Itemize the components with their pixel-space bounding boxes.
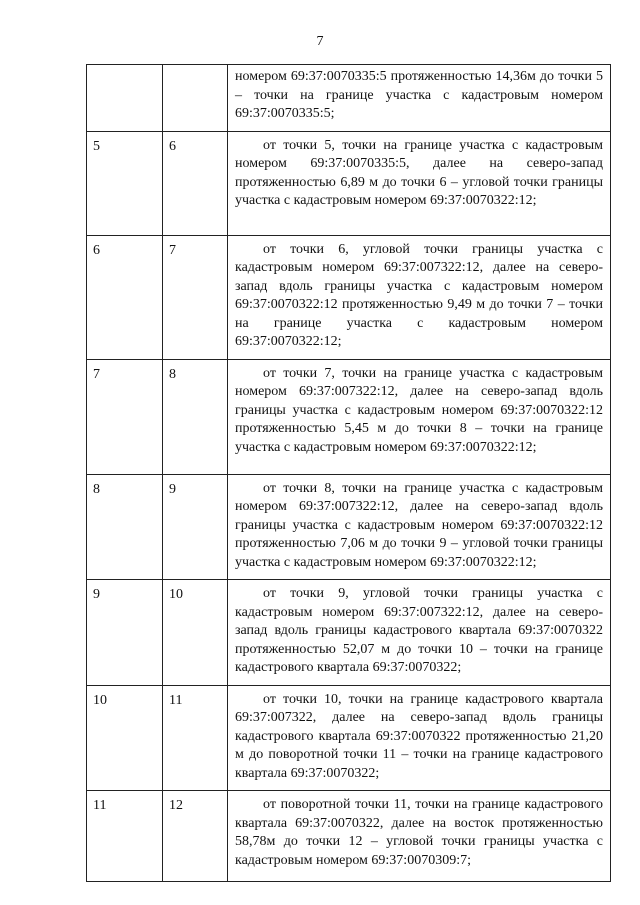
- from-point-cell: 11: [87, 791, 163, 882]
- segment-description-cell: [228, 791, 611, 882]
- segment-description-cell: [228, 685, 611, 791]
- to-point-cell: 10: [163, 580, 228, 686]
- segment-description-cell: [228, 359, 611, 474]
- page-number: 7: [316, 34, 324, 49]
- boundary-description-table: [86, 64, 611, 882]
- table-row: [87, 65, 611, 132]
- segment-description-text: от точки 9, угловой точки границы участка с кадастровым номером 69:37:007322:12, далее на северо-запад вдоль границы кадастрового квартала 69:37:0070322 протяженностью 52,07 м до точки 10 – точки на границе кадастрового квартала 69:37:0070322;: [235, 586, 603, 675]
- from-point-cell: 9: [87, 580, 163, 686]
- from-point-cell: 7: [87, 359, 163, 474]
- table-row: [87, 685, 611, 791]
- segment-description-text: от точки 10, точки на границе кадастрового квартала 69:37:007322, далее на северо-запад вдоль границы кадастрового квартала 69:37:0070322 протяженностью 21,20 м до поворотной точки 11 – точки на границе кадастрового квартала 69:37:0070322;: [235, 691, 603, 781]
- segment-description-text: от точки 8, точки на границе участка с кадастровым номером 69:37:007322:12, далее на северо-запад вдоль границы участка с кадастровым номером 69:37:0070322:12 протяженностью 7,06 м до точки 9 – угловой точки границы участка с кадастровым номером 69:37:0070322:12;: [235, 480, 603, 570]
- to-point-cell: 8: [163, 359, 228, 474]
- table-row: [87, 359, 611, 474]
- table-row: [87, 131, 611, 235]
- from-point-cell: 5: [87, 131, 163, 235]
- table-row: [87, 791, 611, 882]
- table-row: [87, 235, 611, 359]
- segment-description-cell: [228, 131, 611, 235]
- to-point-cell: 6: [163, 131, 228, 235]
- to-point-cell: [163, 65, 228, 132]
- segment-description-text: от точки 5, точки на границе участка с кадастровым номером 69:37:0070335:5, далее на северо-запад протяженностью 6,89 м до точки 6 – угловой точки границы участка с кадастровым номером 69:37:0070322:12;: [235, 137, 603, 208]
- to-point-cell: 9: [163, 474, 228, 580]
- segment-description-cell: [228, 580, 611, 686]
- segment-description-cell: [228, 474, 611, 580]
- to-point-cell: 7: [163, 235, 228, 359]
- segment-description-cell: [228, 235, 611, 359]
- to-point-cell: 11: [163, 685, 228, 791]
- from-point-cell: 10: [87, 685, 163, 791]
- segment-description-text: от точки 6, угловой точки границы участка с кадастровым номером 69:37:007322:12, далее на северо-запад вдоль границы участка с кадастровым номером 69:37:0070322:12 протяженностью 9,49 м до точки 7 – точки на границе участка с кадастровым номером 69:37:0070322:12;: [235, 241, 603, 349]
- segment-description-text: от поворотной точки 11, точки на границе кадастрового квартала 69:37:0070322, далее на восток протяженностью 58,78м до точки 12 – угловой точки границы участка с кадастровым номером 69:37:0070309:7;: [235, 797, 603, 868]
- segment-description-cell: [228, 65, 611, 132]
- segment-description-text: от точки 7, точки на границе участка с кадастровым номером 69:37:007322:12, далее на северо-запад вдоль границы участка с кадастровым номером 69:37:0070322:12 протяженностью 5,45 м до точки 8 – точки на границе участка с кадастровым номером 69:37:0070322:12;: [235, 365, 603, 455]
- from-point-cell: 8: [87, 474, 163, 580]
- to-point-cell: 12: [163, 791, 228, 882]
- from-point-cell: [87, 65, 163, 132]
- segment-description-text: номером 69:37:0070335:5 протяженностью 14,36м до точки 5 – точки на границе участка с кадастровым номером 69:37:0070335:5;: [235, 69, 603, 121]
- table-row: [87, 474, 611, 580]
- table-row: [87, 580, 611, 686]
- from-point-cell: 6: [87, 235, 163, 359]
